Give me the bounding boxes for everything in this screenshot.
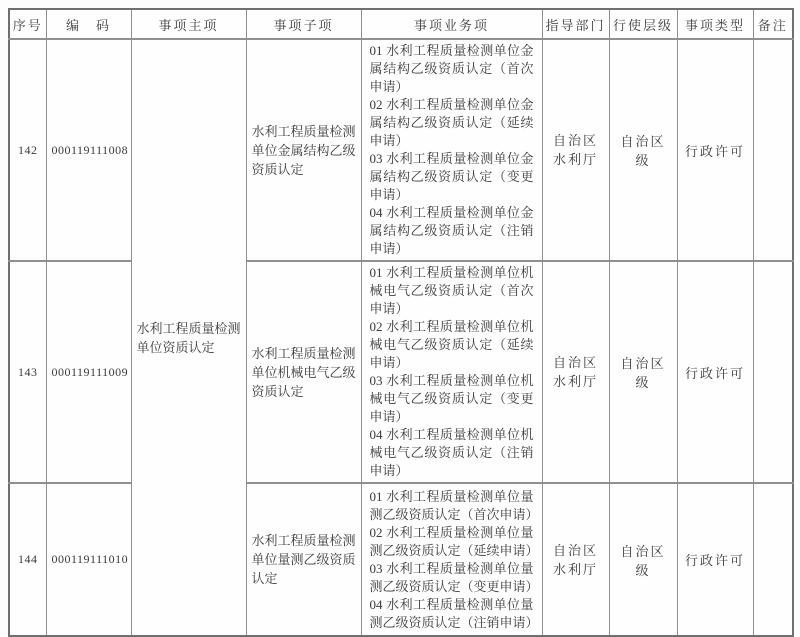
header-dept: 指导部门: [542, 9, 609, 39]
business-item: 04 水利工程质量检测单位金属结构乙级资质认定（注销申请）: [369, 205, 534, 256]
level-cell: 自治区级: [609, 39, 677, 261]
dept-text: 自治区水利厅: [552, 355, 598, 389]
business-item: 02 水利工程质量检测单位机械电气乙级资质认定（延续申请）: [369, 319, 534, 370]
remark-cell: [753, 483, 793, 636]
remark-cell: [753, 39, 793, 261]
business-item: 02 水利工程质量检测单位量测乙级资质认定（延续申请）: [369, 524, 539, 558]
table-row-142: [9, 39, 793, 261]
sub-item-cell: 水利工程质量检测单位金属结构乙级资质认定: [246, 39, 361, 261]
header-type: 事项类型: [677, 9, 753, 39]
business-item: 03 水利工程质量检测单位机械电气乙级资质认定（变更申请）: [369, 373, 534, 424]
dept-text: 自治区水利厅: [552, 133, 598, 167]
business-item: 03 水利工程质量检测单位量测乙级资质认定（变更申请）: [369, 560, 539, 594]
level-cell: 自治区级: [609, 261, 677, 483]
type-cell: 行政许可: [677, 483, 753, 636]
business-item: 03 水利工程质量检测单位金属结构乙级资质认定（变更申请）: [369, 151, 534, 202]
header-main-item: 事项主项: [131, 9, 246, 39]
header-row: [9, 9, 793, 39]
sub-item-cell: 水利工程质量检测单位量测乙级资质认定: [246, 483, 361, 636]
business-item: 04 水利工程质量检测单位量测乙级资质认定（注销申请）: [369, 596, 539, 630]
business-item: 01 水利工程质量检测单位金属结构乙级资质认定（首次申请）: [369, 43, 534, 94]
type-cell: 行政许可: [677, 261, 753, 483]
table-row-143: [9, 261, 793, 483]
level-cell: 自治区级: [609, 483, 677, 636]
header-code: 编 码: [46, 9, 131, 39]
serial-cell: 144: [9, 483, 46, 636]
business-items-cell: [361, 39, 542, 261]
header-serial: 序号: [9, 9, 46, 39]
serial-cell: 142: [9, 39, 46, 261]
business-items-cell: [361, 483, 542, 636]
code-cell: 000119111009: [46, 261, 131, 483]
header-level: 行使层级: [609, 9, 677, 39]
table-row-144: [9, 483, 793, 636]
main-item-cell: 水利工程质量检测单位资质认定: [131, 39, 246, 636]
type-cell: 行政许可: [677, 39, 753, 261]
business-item: 04 水利工程质量检测单位机械电气乙级资质认定（注销申请）: [369, 427, 534, 478]
dept-text: 自治区水利厅: [552, 542, 598, 577]
dept-cell: [542, 483, 609, 636]
dept-cell: [542, 39, 609, 261]
admin-items-table: [8, 8, 794, 637]
header-sub-item: 事项子项: [246, 9, 361, 39]
header-remark: 备注: [753, 9, 793, 39]
header-business-item: 事项业务项: [361, 9, 542, 39]
remark-cell: [753, 261, 793, 483]
sub-item-cell: 水利工程质量检测单位机械电气乙级资质认定: [246, 261, 361, 483]
dept-cell: [542, 261, 609, 483]
code-cell: 000119111008: [46, 39, 131, 261]
code-cell: 000119111010: [46, 483, 131, 636]
business-item: 01 水利工程质量检测单位机械电气乙级资质认定（首次申请）: [369, 265, 534, 316]
serial-cell: 143: [9, 261, 46, 483]
business-item: 01 水利工程质量检测单位量测乙级资质认定（首次申请）: [369, 488, 539, 522]
business-item: 02 水利工程质量检测单位金属结构乙级资质认定（延续申请）: [369, 97, 534, 148]
business-items-cell: [361, 261, 542, 483]
